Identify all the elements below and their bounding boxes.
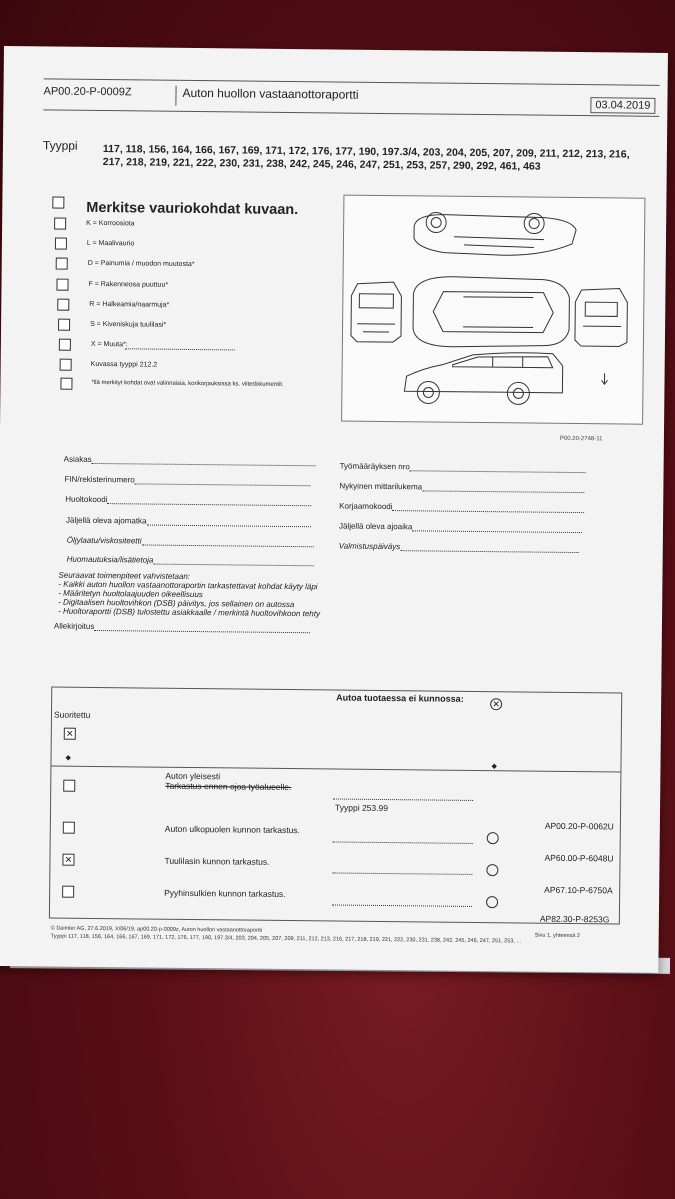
legend-checkbox[interactable] [57, 299, 69, 311]
field-label: FIN/rekisterinumero [64, 474, 135, 485]
checklist-box [49, 687, 622, 925]
section-checkbox[interactable] [63, 780, 75, 792]
row-radio[interactable] [486, 896, 498, 908]
types-line-1: 117, 118, 156, 164, 166, 167, 169, 171, 172, 176, 177, 190, 197.3/4, 203, 204, 205, 207, 209, 211, 212, 213, 216, [102, 143, 630, 161]
field-notes[interactable] [67, 555, 314, 567]
types-list [103, 143, 643, 175]
dotted-line [333, 798, 473, 800]
notes-line: - Huoltoraportti (DSB) tulostettu asiakkaalle / merkintä huoltovihkoon tehty [58, 606, 321, 619]
row-code: AP00.20-P-0062U [544, 820, 614, 832]
diamond-icon: ◆ [491, 763, 497, 771]
legend-title: Merkitse vauriokohdat kuvaan. [86, 199, 299, 219]
field-label: Työmääräyksen nro [339, 461, 410, 472]
legend-item: S = Kiveniskuja tuulilasi* [90, 320, 167, 329]
legend-item: X = Muuta*: [90, 340, 128, 349]
row-checkbox[interactable] [63, 822, 75, 834]
row-code: AP60.00-P-6048U [544, 852, 614, 864]
done-label: Suoritettu [53, 709, 91, 720]
field-label: Jäljellä oleva ajomatka [65, 515, 147, 526]
row-radio[interactable] [486, 864, 498, 876]
legend-item: D = Painumia / muodon muutosta* [87, 259, 195, 269]
legend-checkbox[interactable] [58, 319, 70, 331]
field-label: Korjaamokoodi [339, 501, 393, 512]
row-label: Auton ulkopuolen kunnon tarkastus. [164, 823, 301, 836]
row-label: Tuulilasin kunnon tarkastus. [164, 855, 270, 867]
section-type: Tyyppi 253.99 [334, 802, 389, 814]
types-label: Tyyppi [42, 138, 78, 153]
divider [51, 766, 620, 773]
dotted-line [332, 872, 472, 874]
row-code: AP67.10-P-6750A [544, 884, 613, 896]
field-oil-grade[interactable] [67, 536, 314, 548]
legend-checkbox[interactable] [59, 339, 71, 351]
footer [51, 925, 521, 946]
field-service-code[interactable] [65, 495, 311, 507]
signature-field[interactable] [54, 622, 311, 634]
legend-checkbox[interactable] [56, 258, 68, 270]
legend-item: R = Halkeamia/naarmuja* [89, 300, 170, 309]
row-checkbox[interactable]: ✕ [62, 854, 74, 866]
legend-checkbox[interactable] [60, 359, 72, 371]
types-line-2: 217, 218, 219, 221, 222, 230, 231, 238, 242, 245, 246, 247, 251, 253, 257, 290, 292, 461, 463 [102, 156, 541, 173]
field-label: Nykyinen mittarilukema [339, 481, 423, 492]
notes-line: - Kaikki auton huollon vastaanottoraportin tarkastettavat kohdat käyty läpi [58, 579, 318, 592]
row-code: AP82.30-P-8253G [539, 913, 610, 925]
report-header [43, 78, 659, 116]
field-production-date[interactable] [339, 542, 579, 554]
other-line[interactable] [125, 348, 235, 350]
doc-title: Auton huollon vastaanottoraportti [175, 86, 358, 108]
row-radio[interactable] [487, 832, 499, 844]
legend-checkbox[interactable] [55, 238, 67, 250]
legend-item: Kuvassa tyyppi 212.2 [90, 360, 158, 369]
signature-label: Allekirjoitus [53, 621, 95, 631]
field-label: Jäljellä oleva ajoaika [338, 521, 413, 532]
legend-checkbox[interactable] [54, 218, 66, 230]
defect-x-icon: ✕ [490, 698, 502, 710]
legend-checkbox[interactable] [52, 197, 64, 209]
field-label: Valmistuspäiväys [338, 541, 401, 552]
field-odometer[interactable] [339, 482, 584, 494]
field-label: Huomautuksia/lisätietoja [66, 554, 154, 565]
car-diagram[interactable] [341, 195, 645, 425]
doc-code: AP00.20-P-0009Z [43, 85, 132, 99]
dotted-line [332, 904, 472, 906]
notes-line: - Määritetyn huoltolaajuuden oikeellisuus [58, 588, 203, 600]
dotted-line [333, 841, 473, 843]
legend-item: F = Rakenneosa puuttuu* [88, 280, 169, 289]
footer-line: © Daimler AG, 27.6.2019, X/06/19, ap00.20-p-0009z, Auton huollon vastaanottoraportti [50, 925, 263, 934]
field-customer[interactable] [64, 455, 316, 467]
row-checkbox[interactable] [62, 886, 74, 898]
notes-line: - Digitaalisen huoltovihkon (DSB) päivitys, jos sellainen on autossa [58, 597, 295, 610]
car-outline-icon [342, 196, 644, 424]
confirmation-notes [58, 571, 320, 619]
field-label: Öljylaatu/viskositeetti [66, 535, 142, 546]
report-sheet [0, 46, 668, 973]
done-checkbox[interactable]: ✕ [64, 728, 76, 740]
notes-line: Seuraavat toimenpiteet vahvistetaan: [58, 570, 191, 581]
field-workshop-code[interactable] [339, 502, 584, 514]
legend-item: L = Maalivaurio [86, 239, 135, 248]
field-label: Huoltokoodi [65, 494, 108, 505]
diamond-icon: ◆ [65, 754, 71, 762]
field-label: Asiakas [63, 454, 92, 464]
diagram-code: P00.20-2748-11 [559, 435, 603, 443]
legend-item: K = Korroosiota [86, 219, 135, 228]
footer-line: Tyyppi 117, 118, 156, 164, 166, 167, 169, 171, 172, 176, 177, 190, 197.3/4, 203, 204, 205, 207, 209, 211, 212, 213, 216, 217, 218, 219, 221, 222, 230, 231, 238, 242, 245, 246, 247, 251, 253, ... [50, 933, 522, 945]
doc-date: 03.04.2019 [590, 97, 655, 114]
row-label: Pyyhinsulkien kunnon tarkastus. [164, 887, 286, 899]
field-fin[interactable] [64, 475, 310, 487]
legend-checkbox[interactable] [56, 279, 68, 291]
defect-header: Autoa tuotaessa ei kunnossa: [336, 692, 464, 704]
section-title: Auton yleisesti [165, 770, 221, 782]
legend-checkbox[interactable] [60, 378, 72, 390]
field-work-order[interactable] [340, 462, 586, 474]
legend-note: *llä merkityt kohdat ovat valinnaisia, korikorjauksissa ks. viitedokumentit. [91, 379, 284, 388]
page-number: Sivu 1, yhteensä 2 [534, 932, 581, 940]
section-sub: Tarkastus ennen ojoa työalueelle. [165, 780, 292, 793]
field-remaining-distance[interactable] [66, 516, 311, 528]
field-remaining-time[interactable] [339, 522, 582, 534]
